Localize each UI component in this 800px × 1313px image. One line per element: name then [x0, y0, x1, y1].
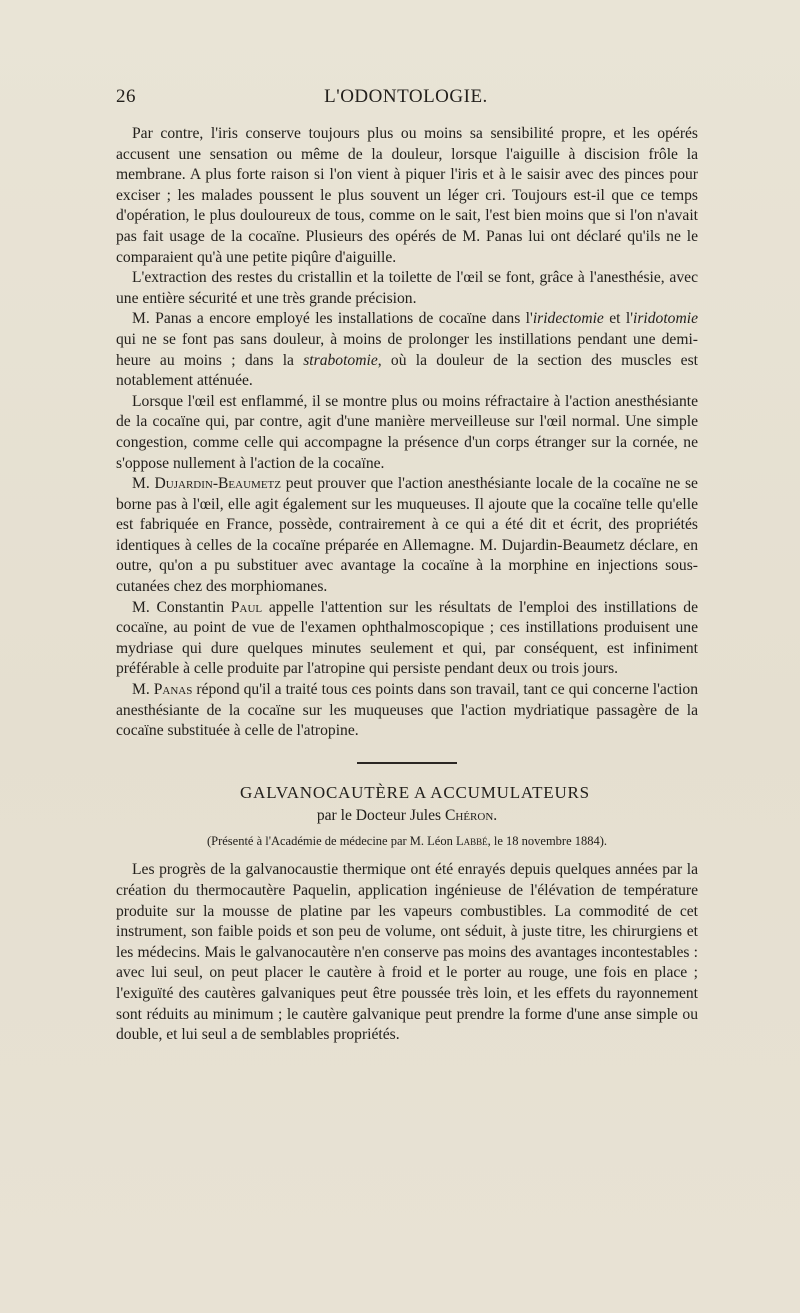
italic-term: strabotomie: [303, 351, 378, 369]
author-name: Dujardin-Beaumetz: [154, 475, 281, 493]
page-header: [116, 86, 696, 116]
article-note: (Présenté à l'Académie de médecine par M. Léon Labbé, le 18 novembre 1884).: [206, 834, 608, 849]
section-divider: [357, 762, 457, 764]
paragraph: Par contre, l'iris conserve toujours plus ou moins sa sensibilité propre, et les opérés accusent une sensation ou même de la douleur, lorsque l'aiguille à discision frôle la membrane. A plus forte raison si l'on vient à piquer l'iris et à le saisir avec des pinces pour exciser ; les malades poussent le plus souvent un léger cri. Toujours est-il que ce temps d'opération, le plus douloureux de tous, comme on le sait, l'est bien moins que si l'on n'avait pas fait usage de la cocaïne. Plusieurs des opérés de M. Panas lui ont déclaré qu'ils ne le comparaient qu'à une petite piqûre d'aiguille.: [116, 125, 698, 266]
paragraph: M. Constantin Paul appelle l'attention sur les résultats de l'emploi des instillations de cocaïne, au point de vue de l'examen ophthalmoscopique ; ces instillations produisent une mydriase qui dure quelques minutes seulement et qui, par conséquent, est infiniment préférable à celle produite par l'atropine qui persiste pendant deux ou trois jours.: [116, 598, 699, 678]
running-title: L'ODONTOLOGIE.: [324, 86, 488, 107]
page-number: 26: [116, 86, 136, 107]
paragraph: L'extraction des restes du cristallin et la toilette de l'œil se font, grâce à l'anesthésie, avec une entière sécurité et une très grande précision.: [116, 269, 698, 307]
presenter-name: Labbé: [455, 834, 488, 849]
italic-term: iridotomie: [633, 310, 698, 328]
italic-term: iridectomie: [532, 310, 604, 328]
paragraph: Lorsque l'œil est enflammé, il se montre plus ou moins réfractaire à l'action anesthésiante de la cocaïne qui, par contre, agit d'une manière merveilleuse sur l'œil normal. Une simple congestion, comme celle qui accompagne la présence d'un corps étranger sur la cornée, ne s'oppose nullement à l'action de la cocaïne.: [116, 392, 698, 472]
paragraph: M. Panas a encore employé les installations de cocaïne dans l'iridectomie et l'iridotomie qui ne se font pas sans douleur, à moins de prolonger les instillations pendant une demi-heure au moins ; dans la strabotomie, où la douleur de la section des muscles est notablement atténuée.: [116, 310, 698, 390]
paragraph: Les progrès de la galvanocaustie thermique ont été enrayés depuis quelques années par la création du thermocautère Paquelin, application ingénieuse de l'élévation de température produite sur la mousse de platine par les vapeurs combustibles. La commodité de cet instrument, son faible poids et son peu de volume, ont séduit, à juste titre, les chirurgiens et les médecins. Mais le galvanocautère n'en conserve pas moins des avantages incontestables : avec lui seul, on peut placer le cautère à froid et le porter au rouge, une fois en place ; l'exiguïté des cautères galvaniques peut être poussée très loin, et les effets du rayonnement sont réduits au minimum ; le cautère galvanique peut prendre la forme d'une anse simple ou double, et lui seul a de semblables propriétés.: [116, 861, 698, 1044]
paragraph: M. Dujardin-Beaumetz peut prouver que l'action anesthésiante locale de la cocaïne ne se borne pas à l'œil, elle agit également sur les muqueuses. Il ajoute que la cocaïne telle qu'elle est fabriquée en France, possède, contrairement à ce qui a été dit et écrit, des propriétés identiques à celles de la cocaïne préparée en Allemagne. M. Dujardin-Beaumetz déclare, en outre, qu'on a pu substituer avec avantage la cocaïne à la morphine en injections sous-cutanées chez des morphiomanes.: [116, 475, 698, 596]
page-body: [116, 124, 698, 1046]
article-title: GALVANOCAUTÈRE A ACCUMULATEURS: [240, 782, 590, 802]
author-name: Chéron: [444, 806, 494, 824]
author-name: Panas: [153, 681, 193, 699]
article-byline: par le Docteur Jules Chéron.: [316, 806, 498, 824]
paragraph: M. Panas répond qu'il a traité tous ces points dans son travail, tant ce qui concerne l'action anesthésiante de la cocaïne sur les muqueuses que l'action mydriatique passagère de la cocaïne substituée à celle de l'atropine.: [116, 681, 698, 740]
author-name: Paul: [230, 598, 263, 616]
